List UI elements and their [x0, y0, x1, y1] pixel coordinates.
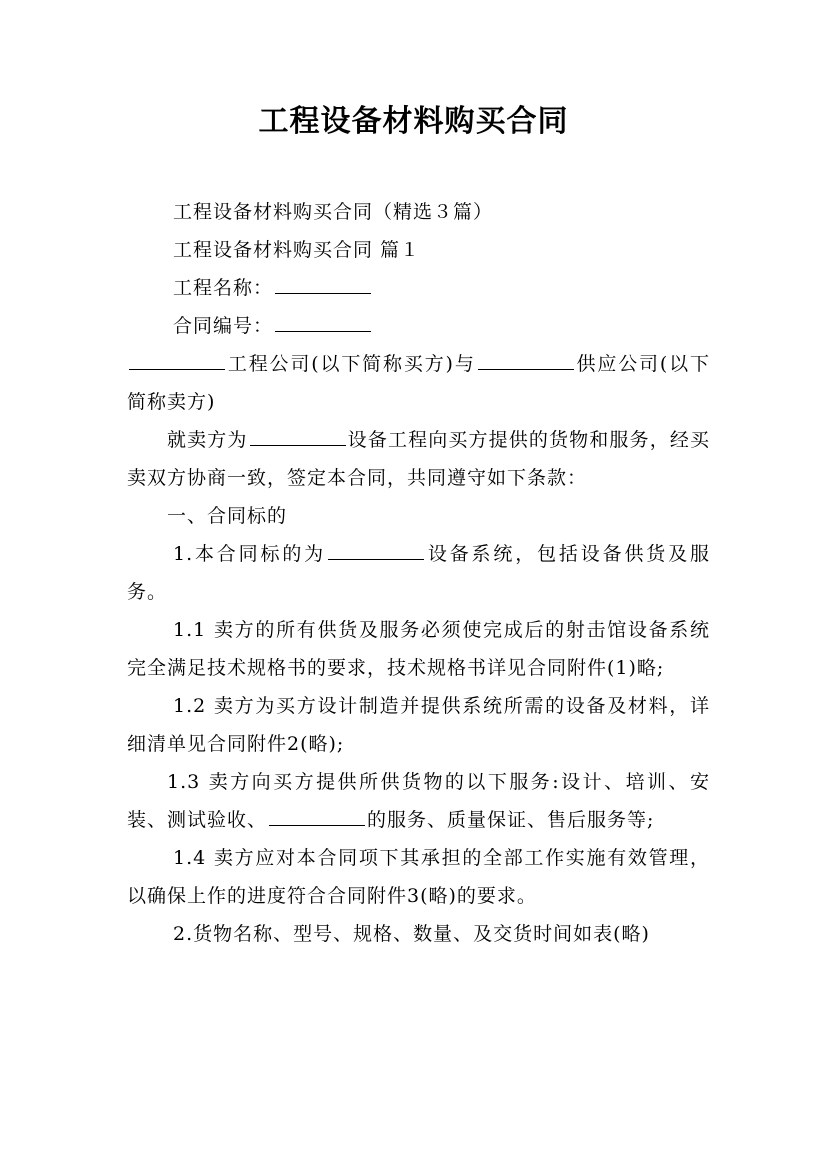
contract-number-label: 合同编号：	[173, 315, 274, 337]
document-body	[127, 193, 710, 953]
blank-line	[275, 313, 371, 332]
clause-1-text-a: 1.本合同标的为	[173, 543, 327, 565]
paragraph-clause-1-1: 1.1 卖方的所有供货及服务必须使完成后的射击馆设备系统完全满足技术规格书的要求，技术规格书详见合同附件(1)略;	[127, 619, 710, 679]
paragraph-clause-2: 2.货物名称、型号、规格、数量、及交货时间如表(略)	[173, 923, 650, 945]
blank-line	[328, 541, 424, 560]
clause-1-3-text-a: 1.3 卖方向买方提供所供货物的以下服务:设计、培训、安装、测试验收、	[127, 771, 710, 831]
parties-text-a: 工程公司(以下简称买方)与	[227, 353, 476, 375]
paragraph-clause-heading: 一、合同标的	[167, 505, 288, 527]
project-name-label: 工程名称：	[173, 277, 274, 299]
paragraph-clause-1	[127, 535, 710, 611]
paragraph-subtitle: 工程设备材料购买合同（精选３篇）	[173, 201, 494, 223]
paragraph-section-heading: 工程设备材料购买合同 篇１	[173, 239, 421, 261]
paragraph-project-name	[127, 269, 710, 307]
clause-1-3-text-b: 的服务、质量保证、售后服务等;	[367, 809, 655, 831]
blank-line	[129, 351, 225, 370]
paragraph-parties	[127, 345, 710, 421]
blank-line	[275, 275, 371, 294]
paragraph-clause-1-4: 1.4 卖方应对本合同项下其承担的全部工作实施有效管理，以确保上作的进度符合合同附件3(略)的要求。	[127, 847, 710, 907]
paragraph-preamble	[127, 421, 710, 497]
document-title: 工程设备材料购买合同	[258, 104, 569, 139]
paragraph-contract-number	[127, 307, 710, 345]
clause-1-text-b: 设备系统，包括设备供货及服务。	[127, 543, 710, 603]
parties-text-b: 供应公司(以下简称卖方)	[127, 353, 711, 413]
paragraph-clause-1-2: 1.2 卖方为买方设计制造并提供系统所需的设备及材料，详细清单见合同附件2(略);	[127, 695, 710, 755]
blank-line	[269, 807, 365, 826]
blank-line	[250, 427, 346, 446]
paragraph-clause-1-3	[127, 763, 710, 839]
preamble-text-b: 设备工程向买方提供的货物和服务，经买卖双方协商一致，签定本合同，共同遵守如下条款：	[127, 429, 710, 489]
preamble-text-a: 就卖方为	[167, 429, 248, 451]
blank-line	[478, 351, 574, 370]
